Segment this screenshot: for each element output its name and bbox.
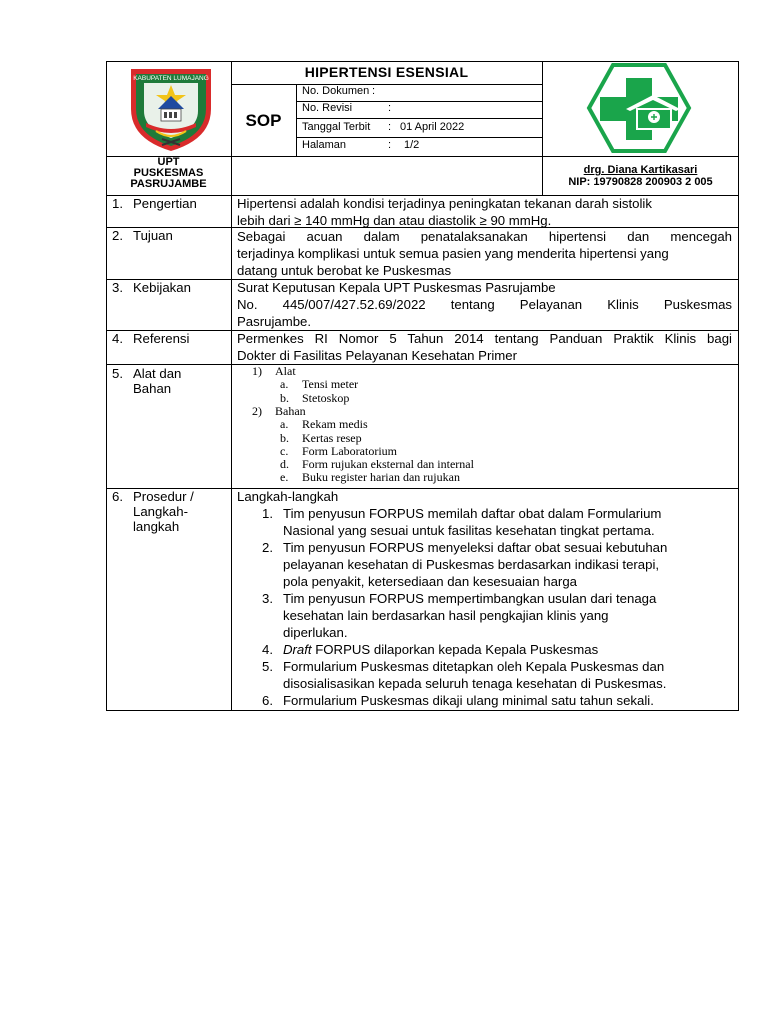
org-name-line: PASRUJAMBE bbox=[130, 178, 207, 190]
table-border-bottom bbox=[106, 710, 739, 711]
row-label-alat-bahan bbox=[112, 366, 230, 396]
row-number: 2. bbox=[112, 228, 123, 243]
divider bbox=[231, 61, 232, 711]
page-title: HIPERTENSI ESENSIAL bbox=[304, 64, 469, 80]
group-title: Alat bbox=[275, 364, 296, 378]
row-label-text: Tujuan bbox=[133, 228, 173, 243]
item-letter: b. bbox=[280, 390, 289, 405]
signatory-nip: NIP: 19790828 200903 2 005 bbox=[568, 176, 713, 188]
step-line: Tim penyusun FORPUS memilah daftar obat dalam Formularium bbox=[283, 506, 662, 521]
item-text: Form rujukan eksternal dan internal bbox=[302, 457, 474, 472]
item-text: Tensi meter bbox=[302, 377, 359, 392]
org-name-line: UPT bbox=[157, 156, 180, 168]
row-label-prosedur bbox=[112, 489, 230, 534]
step-line: disosialisasikan kepada seluruh tenaga kesehatan di Puskesmas. bbox=[283, 676, 667, 691]
item-text: Buku register harian dan rujukan bbox=[302, 470, 460, 485]
step-line: Formularium Puskesmas dikaji ulang minimal satu tahun sekali. bbox=[283, 693, 654, 708]
content-line: lebih dari ≥ 140 mmHg dan atau diastolik ≥ 90 mmHg. bbox=[237, 213, 552, 228]
step-line bbox=[283, 641, 598, 658]
row-content-pengertian bbox=[237, 195, 732, 229]
item-letter: a. bbox=[280, 417, 289, 432]
content-line: Sebagai acuan dalam penatalaksanakan hipertensi dan mencegah bbox=[237, 229, 732, 244]
meta-row-no-revisi bbox=[302, 102, 542, 114]
step-number: 4. bbox=[262, 642, 273, 657]
item-letter: c. bbox=[280, 443, 289, 458]
meta-sep: : bbox=[388, 121, 392, 133]
item-letter: b. bbox=[280, 430, 289, 445]
row-number: 4. bbox=[112, 331, 123, 346]
meta-label: Halaman bbox=[302, 139, 347, 151]
row-label-text: Bahan bbox=[133, 381, 172, 396]
logo-ring-text: KABUPATEN LUMAJANG bbox=[133, 75, 209, 82]
step-line: diperlukan. bbox=[283, 625, 348, 640]
kabupaten-lumajang-emblem-icon bbox=[128, 65, 214, 153]
meta-row-tanggal-terbit bbox=[302, 121, 542, 133]
signatory bbox=[542, 164, 739, 188]
content-line: Pasrujambe. bbox=[237, 314, 312, 329]
sop-label: SOP bbox=[245, 111, 282, 130]
content-line: terjadinya komplikasi untuk semua pasien yang menderita hipertensi yang bbox=[237, 246, 669, 261]
step-number: 1. bbox=[262, 506, 273, 521]
org-name-line: PUSKESMAS bbox=[133, 167, 204, 179]
item-letter: e. bbox=[280, 470, 289, 485]
step-text: FORPUS dilaporkan kepada Kepala Puskesmas bbox=[311, 642, 599, 657]
row-label-kebijakan bbox=[112, 280, 230, 296]
content-line: No. 445/007/427.52.69/2022 tentang Pelayanan Klinis Puskesmas bbox=[237, 297, 732, 312]
step-number: 5. bbox=[262, 659, 273, 674]
row-label-pengertian bbox=[112, 196, 230, 212]
step-number: 3. bbox=[262, 591, 273, 606]
step-line: Nasional yang sesuai untuk fasilitas kesehatan tingkat pertama. bbox=[283, 523, 655, 538]
step-line: pola penyakit, ketersediaan dan kesesuaian harga bbox=[283, 574, 577, 589]
group-number: 1) bbox=[252, 364, 262, 378]
table-border-right bbox=[738, 61, 739, 711]
row-label-text: Referensi bbox=[133, 331, 190, 346]
divider bbox=[296, 84, 297, 157]
meta-row-no-dokumen bbox=[302, 85, 542, 97]
prosedur-intro: Langkah-langkah bbox=[237, 489, 339, 504]
step-line: Tim penyusun FORPUS mempertimbangkan usulan dari tenaga bbox=[283, 591, 657, 606]
row-label-text: langkah bbox=[133, 519, 180, 534]
content-line: Surat Keputusan Kepala UPT Puskesmas Pasrujambe bbox=[237, 280, 556, 295]
puskesmas-logo-icon bbox=[586, 62, 692, 154]
step-number: 6. bbox=[262, 693, 273, 708]
item-text: Kertas resep bbox=[302, 430, 362, 445]
group-number: 2) bbox=[252, 403, 262, 418]
row-content-tujuan bbox=[237, 228, 732, 279]
row-content-kebijakan bbox=[237, 279, 732, 330]
step-line: Formularium Puskesmas ditetapkan oleh Kepala Puskesmas dan bbox=[283, 659, 665, 674]
row-label-text: Prosedur / bbox=[133, 489, 194, 504]
row-label-text: Langkah- bbox=[133, 504, 188, 519]
item-text: Form Laboratorium bbox=[302, 443, 397, 458]
alat-bahan-list bbox=[237, 365, 732, 487]
meta-row-halaman bbox=[302, 139, 542, 151]
meta-sep: : bbox=[388, 139, 392, 151]
step-line: kesehatan lain berdasarkan hasil pengkajian klinis yang bbox=[283, 608, 609, 623]
row-number: 6. bbox=[112, 489, 123, 504]
step-italic: Draft bbox=[283, 642, 312, 657]
meta-value: 1/2 bbox=[404, 139, 420, 151]
content-line: datang untuk berobat ke Puskesmas bbox=[237, 263, 452, 278]
meta-label: Tanggal Terbit bbox=[302, 121, 371, 133]
row-content-referensi bbox=[237, 330, 732, 364]
divider bbox=[296, 137, 543, 138]
step-line: pelayanan kesehatan di Puskesmas berdasarkan indikasi terapi, bbox=[283, 557, 660, 572]
item-letter: d. bbox=[280, 457, 289, 472]
prosedur-steps bbox=[253, 505, 733, 710]
group-title: Bahan bbox=[275, 403, 306, 418]
row-number: 5. bbox=[112, 366, 123, 381]
row-number: 3. bbox=[112, 280, 123, 295]
row-label-referensi bbox=[112, 331, 230, 347]
row-number: 1. bbox=[112, 196, 123, 211]
signatory-name: drg. Diana Kartikasari bbox=[583, 164, 698, 176]
row-label-text: Pengertian bbox=[133, 196, 197, 211]
org-name bbox=[106, 157, 231, 190]
content-line: Hipertensi adalah kondisi terjadinya peningkatan tekanan darah sistolik bbox=[237, 196, 652, 211]
item-letter: a. bbox=[280, 377, 289, 392]
divider bbox=[296, 118, 543, 119]
content-line: Dokter di Fasilitas Pelayanan Kesehatan Primer bbox=[237, 348, 518, 363]
meta-sep: : bbox=[372, 85, 376, 97]
item-text: Rekam medis bbox=[302, 417, 368, 432]
meta-label: No. Revisi bbox=[302, 102, 353, 114]
item-text: Stetoskop bbox=[302, 390, 350, 405]
row-label-text: Alat dan bbox=[133, 366, 182, 381]
row-label-tujuan bbox=[112, 228, 230, 244]
step-number: 2. bbox=[262, 540, 273, 555]
content-line: Permenkes RI Nomor 5 Tahun 2014 tentang Panduan Praktik Klinis bagi bbox=[237, 331, 732, 346]
meta-value: 01 April 2022 bbox=[400, 121, 465, 133]
meta-sep: : bbox=[388, 102, 392, 114]
meta-label: No. Dokumen bbox=[302, 85, 370, 97]
step-line: Tim penyusun FORPUS menyeleksi daftar obat sesuai kebutuhan bbox=[283, 540, 668, 555]
row-label-text: Kebijakan bbox=[133, 280, 191, 295]
